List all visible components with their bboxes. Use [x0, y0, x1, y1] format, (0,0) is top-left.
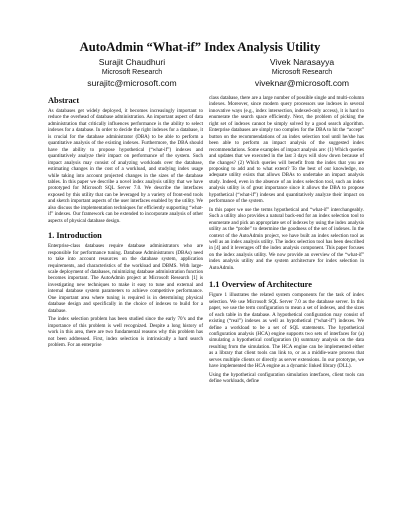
body-paragraph: In this paper we use the terms hypothetical and “what-if” interchangeably. Such a utility also provides a natural back-end for an index selection tool to enumerate and pick an appropriate set of indexes by using the index analysis utility as the “probe” to determine the goodness of the set of indexes. In the context of the AutoAdmin project, we have built an index selection tool as well as an index analysis utility. The index selection tool has been described in [4] and it leverages off the index analysis component. This paper focuses on the index analysis utility. We now provide an overview of the “what-if” index analysis utility and the system architecture for index selection in AutoAdmin. — [209, 206, 364, 271]
introduction-heading: 1. Introduction — [48, 231, 102, 241]
body-paragraph: class database, there are a large number of possible single and multi-column indexes. Moreover, since modern query processors use indexes in several innovative ways (e.g., index intersection, indexed-only access), it is hard to enumerate the search space efficiently. Next, the problem of picking the right set of indexes cannot be simply solved by a good search algorithm. Enterprise databases are simply too complex for the DBA to hit the “accept” button on the recommendations of an index selection tool until he/she has been able to perform an impact analysis of the suggested index recommendations. Some examples of impact analysis are: (1) Which queries and updates that we executed in the last 3 days will slow down because of the changes? (2) Which queries will benefit from the index that you are proposing to add and to what extent? To the best of our knowledge, no adequate utility exists that allows DBAs to undertake an impact analysis study. Indeed, even in the absence of an index selection tool, such an index analysis utility is of great importance since it allows the DBA to propose hypothetical (“what-if”) indexes and quantitatively analyze their impact on performance of the system. — [209, 95, 364, 205]
left-column — [48, 95, 203, 348]
author-name: Surajit Chaudhuri — [98, 57, 166, 67]
abstract-heading: Abstract — [48, 96, 80, 105]
introduction-paragraph: Enterprise-class databases require database administrators who are responsible for performance tuning. Database Administrators (DBAs) need to take into account resources on the database system, application requirements, and characteristics of the workload and DBMS. With large-scale deployment of databases, minimizing database administration function becomes important. The AutoAdmin project at Microsoft Research [1] is investigating new techniques to make it easy to tune and external and internal database system parameters to achieve competitive performance. One important area where tuning is required is in determining physical database design and specifically in the choice of indexes to build for a database. — [48, 243, 203, 314]
introduction-paragraph: The index selection problem has been studied since the early 70’s and the importance of this problem is well recognized. Despite a long history of work in this area, there are two fundamental reasons why this problem has not been addressed. First, index selection is intrinsically a hard search problem. For an enterprise — [48, 316, 203, 348]
architecture-paragraph: Figure 1 illustrates the related system components for the task of index selection. We use Microsoft SQL Server 7.0 as the database server. In this paper, we use the term configuration to mean a set of indexes, and the sizes of each table in the database. A hypothetical configuration may consist of existing (“real”) indexes as well as hypothetical (“what-if”) indexes. We define a workload to be a set of SQL statements. The hypothetical configuration analysis (HCA) engine supports two sets of interfaces for (a) simulating a hypothetical configuration (b) summary analysis on the data resulting from the simulation. The HCA engine can be implemented either as a library that client tools can link to, or as a middle-ware process that serves multiple clients or directly as server extensions. In our prototype, we have implemented the HCA engine as a dynamic linked library (DLL). — [209, 292, 364, 370]
author-affiliation: Microsoft Research — [271, 69, 333, 76]
author-block-2 — [227, 57, 377, 89]
author-email: surajitc@microsoft.com — [87, 78, 177, 88]
author-name: Vivek Narasayya — [269, 57, 335, 67]
right-column — [209, 95, 364, 385]
architecture-heading: 1.1 Overview of Architecture — [209, 280, 312, 290]
paper-title: AutoAdmin “What-if” Index Analysis Utility — [79, 40, 321, 54]
author-affiliation: Microsoft Research — [101, 69, 163, 76]
architecture-paragraph: Using the hypothetical configuration simulation interfaces, client tools can define workloads, define — [209, 371, 364, 385]
author-email: viveknar@microsoft.com — [254, 78, 350, 88]
abstract-text: As databases get widely deployed, it becomes increasingly important to reduce the overhead of database administration. An important aspect of data administration that critically influences performance is the ability to select indexes for a database. In order to decide the right indexes for a database, it is crucial for the database administrator (DBA) to be able to perform a quantitative analysis of the existing indexes. Furthermore, the DBA should have the ability to propose hypothetical (“what-if”) indexes and quantitatively analyze their impact on performance of the system. Such impact analysis may consist of analyzing workloads over the database, estimating changes in the cost of a workload, and studying index usage while taking into account projected changes in the sizes of the database tables. In this paper we describe a novel index analysis utility that we have prototyped for Microsoft SQL Server 7.0. We describe the interfaces exposed by this utility that can be leveraged by a variety of front-end tools and sketch important aspects of the user interfaces enabled by the utility. We also discuss the implementation techniques for efficiently supporting “what-if” indexes. Our framework can be extended to incorporate analysis of other aspects of physical database design. — [48, 108, 203, 224]
author-block-1 — [57, 57, 207, 89]
